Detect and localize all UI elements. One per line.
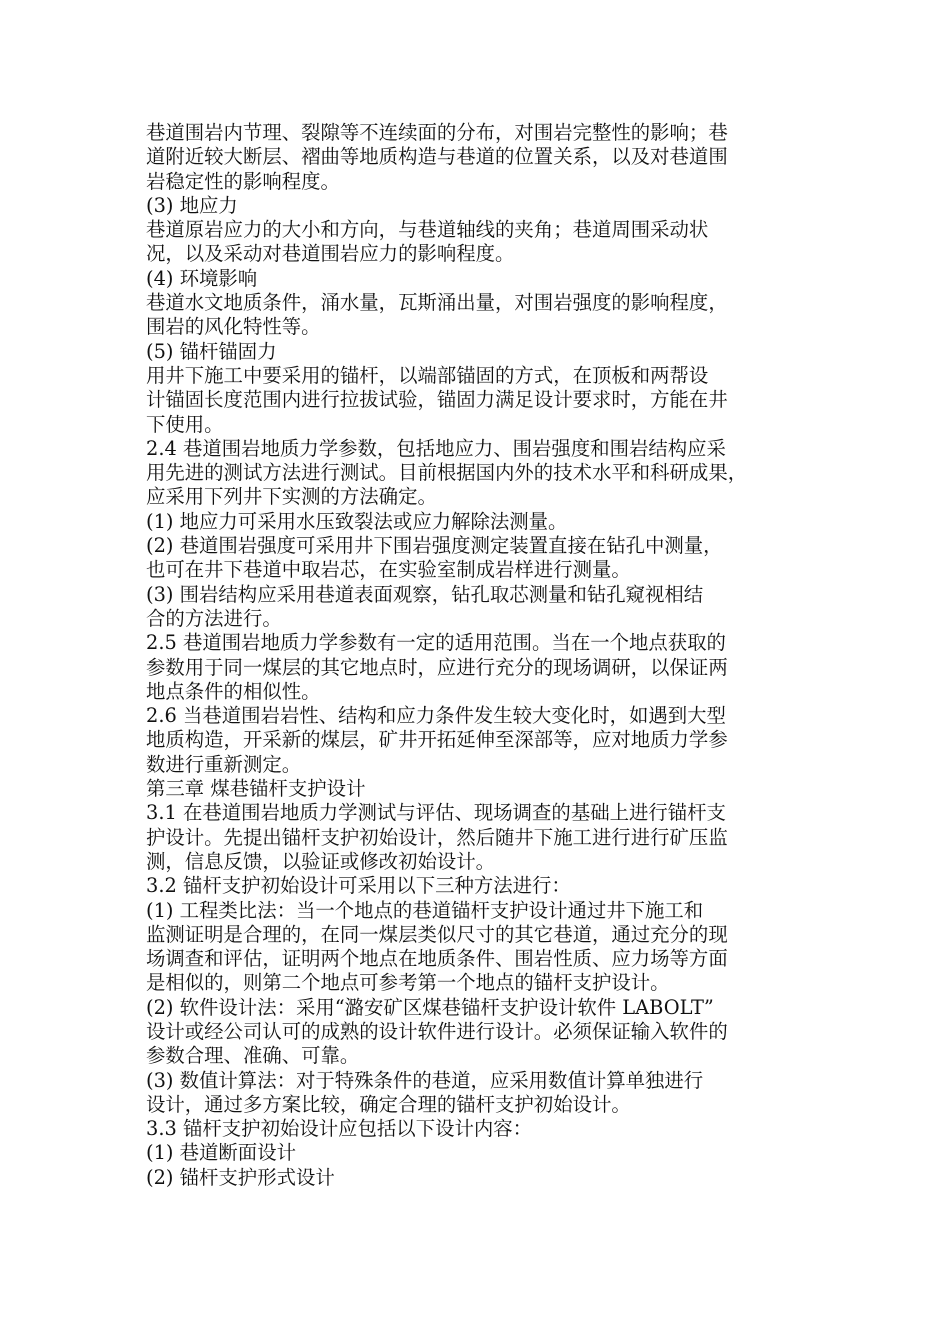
list-item: (3) 数值计算法：对于特殊条件的巷道，应采用数值计算单独进行 (146, 1068, 704, 1092)
clause-line: 2.5 巷道围岩地质力学参数有一定的适用范围。当在一个地点获取的 (146, 631, 726, 655)
text-line: 是相似的，则第二个地点可参考第一个地点的锚杆支护设计。 (146, 971, 670, 995)
text-line: 数进行重新测定。 (146, 752, 302, 776)
list-item: (2) 软件设计法：采用“潞安矿区煤巷锚杆支护设计软件 LABOLT” (146, 995, 714, 1019)
clause-line: 2.4 巷道围岩地质力学参数，包括地应力、围岩强度和围岩结构应采 (146, 436, 726, 460)
text-line: 下使用。 (146, 412, 224, 436)
section-heading: (5) 锚杆锚固力 (146, 339, 277, 363)
section-heading: (3) 地应力 (146, 193, 238, 217)
list-item: (2) 锚杆支护形式设计 (146, 1165, 335, 1189)
clause-line: 3.1 在巷道围岩地质力学测试与评估、现场调查的基础上进行锚杆支 (146, 801, 726, 825)
text-line: 用先进的测试方法进行测试。目前根据国内外的技术水平和科研成果， (146, 461, 748, 485)
chapter-heading: 第三章 煤巷锚杆支护设计 (146, 777, 366, 801)
clause-line: 3.2 锚杆支护初始设计可采用以下三种方法进行： (146, 874, 571, 898)
text-line: 围岩的风化特性等。 (146, 315, 321, 339)
text-line: 岩稳定性的影响程度。 (146, 169, 340, 193)
text-line: 巷道水文地质条件，涌水量，瓦斯涌出量，对围岩强度的影响程度， (146, 291, 728, 315)
text-line: 也可在井下巷道中取岩芯，在实验室制成岩样进行测量。 (146, 558, 631, 582)
section-heading: (4) 环境影响 (146, 266, 258, 290)
list-item: (1) 巷道断面设计 (146, 1141, 296, 1165)
text-line: 参数用于同一煤层的其它地点时，应进行充分的现场调研，以保证两 (146, 655, 728, 679)
text-line: 应采用下列井下实测的方法确定。 (146, 485, 437, 509)
clause-line: 3.3 锚杆支护初始设计应包括以下设计内容： (146, 1117, 533, 1141)
text-line: 护设计。先提出锚杆支护初始设计，然后随井下施工进行进行矿压监 (146, 825, 728, 849)
list-item: (1) 地应力可采用水压致裂法或应力解除法测量。 (146, 509, 568, 533)
text-line: 测，信息反馈，以验证或修改初始设计。 (146, 849, 496, 873)
list-item: (3) 围岩结构应采用巷道表面观察，钻孔取芯测量和钻孔窥视相结 (146, 582, 704, 606)
text-line: 地质构造，开采新的煤层，矿井开拓延伸至深部等，应对地质力学参 (146, 728, 728, 752)
text-line: 监测证明是合理的，在同一煤层类似尺寸的其它巷道，通过充分的现 (146, 922, 728, 946)
text-line: 道附近较大断层、褶曲等地质构造与巷道的位置关系，以及对巷道围 (146, 145, 728, 169)
text-line: 巷道围岩内节理、裂隙等不连续面的分布，对围岩完整性的影响；巷 (146, 121, 728, 144)
list-item: (2) 巷道围岩强度可采用井下围岩强度测定装置直接在钻孔中测量， (146, 534, 723, 558)
text-line: 场调查和评估，证明两个地点在地质条件、围岩性质、应力场等方面 (146, 947, 728, 971)
text-line: 合的方法进行。 (146, 606, 282, 630)
text-line: 巷道原岩应力的大小和方向，与巷道轴线的夹角；巷道周围采动状 (146, 218, 709, 242)
text-line: 用井下施工中要采用的锚杆，以端部锚固的方式，在顶板和两帮设 (146, 363, 709, 387)
document-page (146, 121, 808, 1190)
text-line: 设计或经公司认可的成熟的设计软件进行设计。必须保证输入软件的 (146, 1019, 728, 1043)
list-item: (1) 工程类比法：当一个地点的巷道锚杆支护设计通过井下施工和 (146, 898, 704, 922)
text-line: 况，以及采动对巷道围岩应力的影响程度。 (146, 242, 515, 266)
text-line: 设计，通过多方案比较，确定合理的锚杆支护初始设计。 (146, 1092, 631, 1116)
text-line: 地点条件的相似性。 (146, 679, 321, 703)
text-line: 计锚固长度范围内进行拉拔试验，锚固力满足设计要求时，方能在井 (146, 388, 728, 412)
text-line: 参数合理、准确、可靠。 (146, 1044, 360, 1068)
clause-line: 2.6 当巷道围岩岩性、结构和应力条件发生较大变化时，如遇到大型 (146, 704, 726, 728)
